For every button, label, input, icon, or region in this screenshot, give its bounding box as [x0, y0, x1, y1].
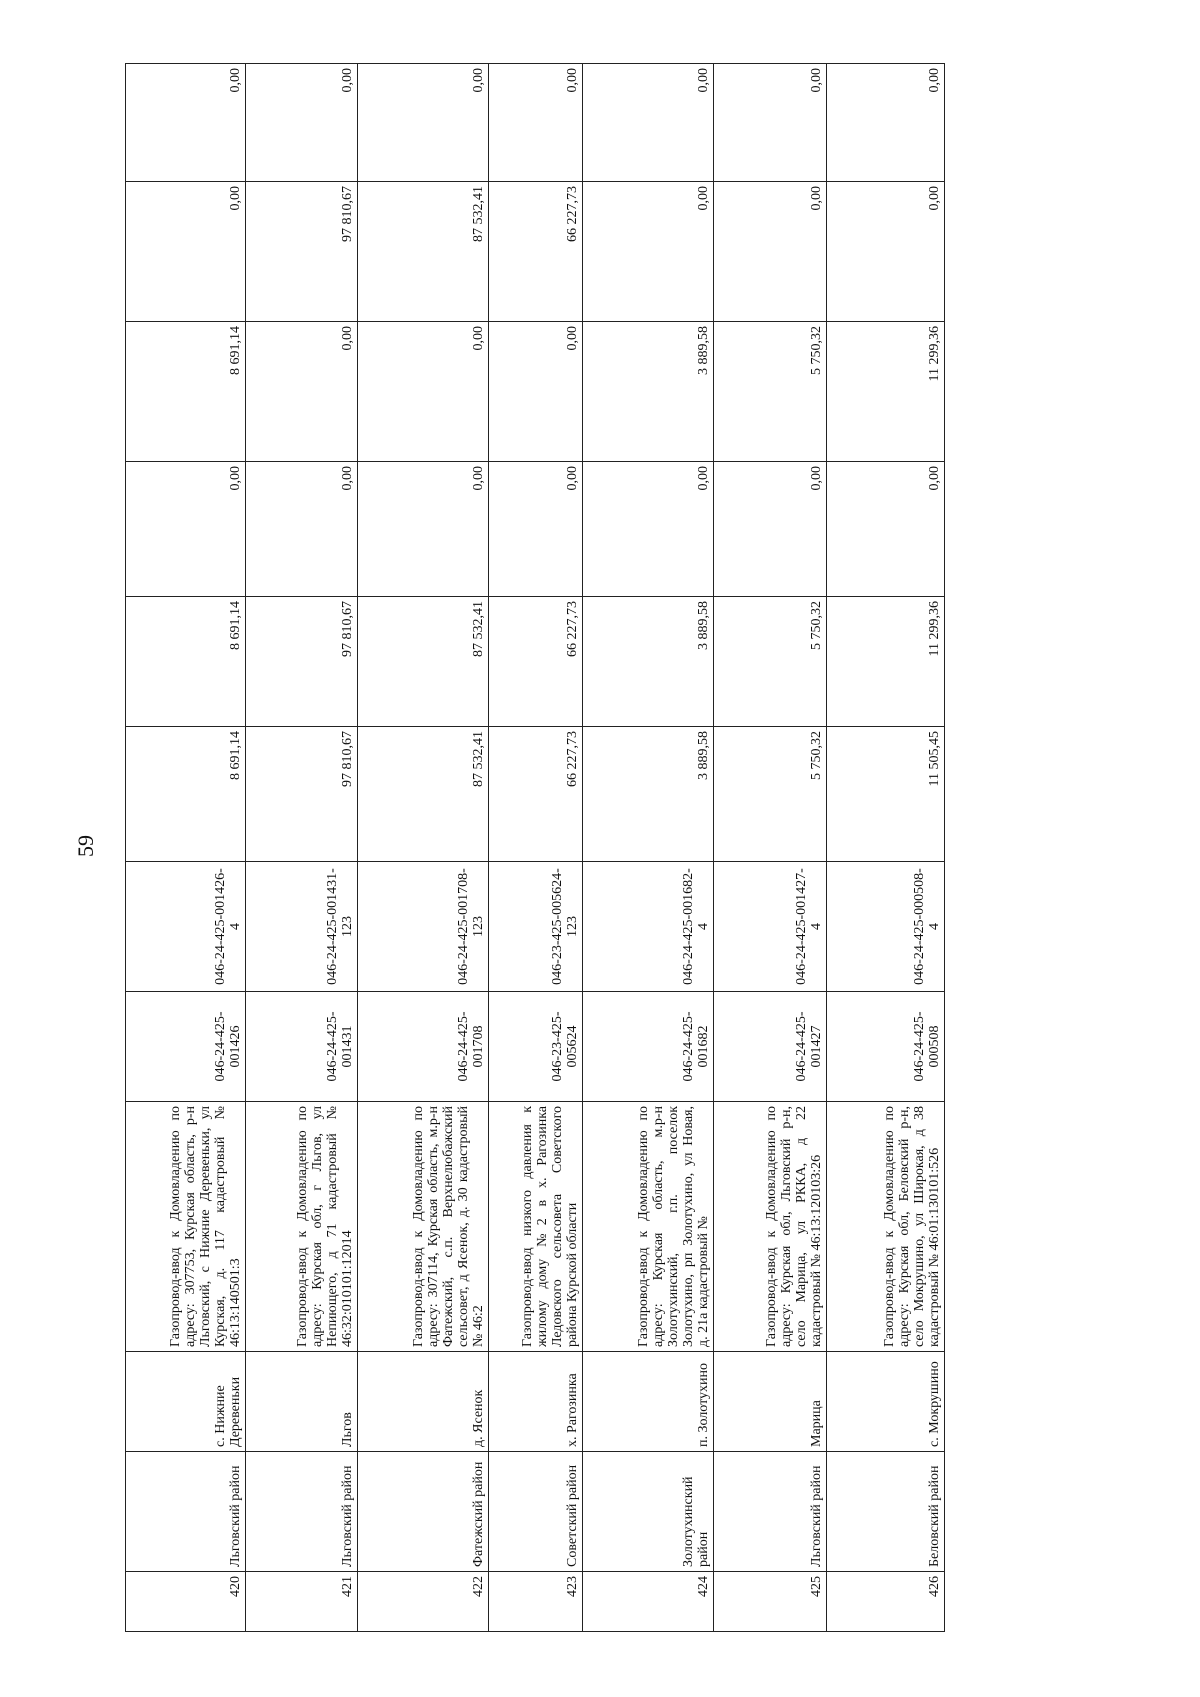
object-code-cell: 046-24-425-001427 [713, 992, 826, 1102]
table-row [713, 64, 826, 1632]
district-cell: Беловский район [826, 1452, 944, 1572]
description-cell: Газопровод-ввод к Домовладению по адресу: 307753, Курская область, р-н Льговский, с Нижние Деревеньки, ул Курская, д. 117 кадастровый № 46:13:140501:3 [126, 1102, 246, 1352]
table-body [126, 64, 945, 1632]
table-row [582, 64, 713, 1632]
description-cell: Газопровод-ввод к Домовладению по адресу: Курская обл, г Льгов, ул Непиющего, д 71 кадастровый № 46:32:010101:12014 [246, 1102, 358, 1352]
row-number: 423 [489, 1572, 582, 1632]
rotated-table-container [125, 64, 945, 1632]
value-cell-5: 66 227,73 [489, 182, 582, 322]
value-cell-5: 0,00 [126, 182, 246, 322]
value-cell-4: 3 889,58 [582, 322, 713, 462]
value-cell-1: 5 750,32 [713, 727, 826, 862]
value-cell-6: 0,00 [126, 64, 246, 182]
locality-cell: Марица [713, 1352, 826, 1452]
table-row [126, 64, 246, 1632]
locality-cell: х. Рагозинка [489, 1352, 582, 1452]
value-cell-4: 0,00 [358, 322, 489, 462]
value-cell-1: 87 532,41 [358, 727, 489, 862]
table-row [489, 64, 582, 1632]
district-cell: Льговский район [126, 1452, 246, 1572]
value-cell-2: 87 532,41 [358, 597, 489, 727]
row-number: 422 [358, 1572, 489, 1632]
value-cell-6: 0,00 [713, 64, 826, 182]
value-cell-4: 11 299,36 [826, 322, 944, 462]
district-cell: Льговский район [713, 1452, 826, 1572]
page-number: 59 [73, 835, 98, 857]
object-code-cell: 046-24-425-001426 [126, 992, 246, 1102]
value-cell-6: 0,00 [826, 64, 944, 182]
value-cell-2: 8 691,14 [126, 597, 246, 727]
object-code-cell: 046-24-425-001682 [582, 992, 713, 1102]
value-cell-1: 8 691,14 [126, 727, 246, 862]
locality-cell: д. Ясенок [358, 1352, 489, 1452]
registration-number-cell: 046-24-425-001426-4 [126, 862, 246, 992]
value-cell-5: 0,00 [713, 182, 826, 322]
register-table [125, 63, 945, 1632]
object-code-cell: 046-24-425-001708 [358, 992, 489, 1102]
value-cell-1: 66 227,73 [489, 727, 582, 862]
description-cell: Газопровод-ввод к Домовладению по адресу: Курская обл, Беловский р-н, село Мокрушино, ул Широкая, д 38 кадастровый № 46:01:130101:526 [826, 1102, 944, 1352]
value-cell-3: 0,00 [713, 462, 826, 597]
table-row [246, 64, 358, 1632]
registration-number-cell: 046-24-425-001431-123 [246, 862, 358, 992]
value-cell-3: 0,00 [246, 462, 358, 597]
registration-number-cell: 046-24-425-001708-123 [358, 862, 489, 992]
description-cell: Газопровод-ввод к Домовладению по адресу: 307114, Курская область, м.р-н Фатежский, с.п. Верхнелюбажский сельсовет, д Ясенок, д. 30 кадастровый № 46:2 [358, 1102, 489, 1352]
locality-cell: с. Мокрушино [826, 1352, 944, 1452]
value-cell-3: 0,00 [489, 462, 582, 597]
value-cell-5: 0,00 [826, 182, 944, 322]
value-cell-1: 11 505,45 [826, 727, 944, 862]
row-number: 425 [713, 1572, 826, 1632]
value-cell-5: 97 810,67 [246, 182, 358, 322]
row-number: 421 [246, 1572, 358, 1632]
value-cell-3: 0,00 [826, 462, 944, 597]
value-cell-3: 0,00 [582, 462, 713, 597]
table-row [358, 64, 489, 1632]
value-cell-2: 5 750,32 [713, 597, 826, 727]
district-cell: Фатежский район [358, 1452, 489, 1572]
value-cell-5: 0,00 [582, 182, 713, 322]
row-number: 424 [582, 1572, 713, 1632]
description-cell: Газопровод-ввод низкого давления к жилому дому №2 в х. Рагозинка Ледовского сельсовета Советского района Курской области [489, 1102, 582, 1352]
locality-cell: с. Нижние Деревеньки [126, 1352, 246, 1452]
row-number: 420 [126, 1572, 246, 1632]
object-code-cell: 046-23-425-005624 [489, 992, 582, 1102]
registration-number-cell: 046-24-425-001427-4 [713, 862, 826, 992]
value-cell-6: 0,00 [358, 64, 489, 182]
value-cell-3: 0,00 [358, 462, 489, 597]
value-cell-1: 3 889,58 [582, 727, 713, 862]
value-cell-6: 0,00 [246, 64, 358, 182]
object-code-cell: 046-24-425-000508 [826, 992, 944, 1102]
value-cell-4: 8 691,14 [126, 322, 246, 462]
value-cell-6: 0,00 [489, 64, 582, 182]
value-cell-2: 66 227,73 [489, 597, 582, 727]
registration-number-cell: 046-24-425-000508-4 [826, 862, 944, 992]
value-cell-1: 97 810,67 [246, 727, 358, 862]
registration-number-cell: 046-24-425-001682-4 [582, 862, 713, 992]
district-cell: Золотухинский район [582, 1452, 713, 1572]
value-cell-5: 87 532,41 [358, 182, 489, 322]
registration-number-cell: 046-23-425-005624-123 [489, 862, 582, 992]
object-code-cell: 046-24-425-001431 [246, 992, 358, 1102]
description-cell: Газопровод-ввод к Домовладению по адресу: Курская обл, Льговский р-н, село Марица, ул РККА, д 22 кадастровый № 46:13:120103:26 [713, 1102, 826, 1352]
value-cell-2: 3 889,58 [582, 597, 713, 727]
row-number: 426 [826, 1572, 944, 1632]
value-cell-6: 0,00 [582, 64, 713, 182]
district-cell: Льговский район [246, 1452, 358, 1572]
value-cell-3: 0,00 [126, 462, 246, 597]
description-cell: Газопровод-ввод к Домовладению по адресу: Курская область, м.р-н Золотухинский, г.п. поселок Золотухино, рп Золотухино, ул Новая, д. 21а кадастровый № [582, 1102, 713, 1352]
locality-cell: п. Золотухино [582, 1352, 713, 1452]
value-cell-4: 0,00 [489, 322, 582, 462]
value-cell-2: 11 299,36 [826, 597, 944, 727]
value-cell-4: 5 750,32 [713, 322, 826, 462]
locality-cell: Льгов [246, 1352, 358, 1452]
value-cell-2: 97 810,67 [246, 597, 358, 727]
value-cell-4: 0,00 [246, 322, 358, 462]
district-cell: Советский район [489, 1452, 582, 1572]
table-row [826, 64, 944, 1632]
